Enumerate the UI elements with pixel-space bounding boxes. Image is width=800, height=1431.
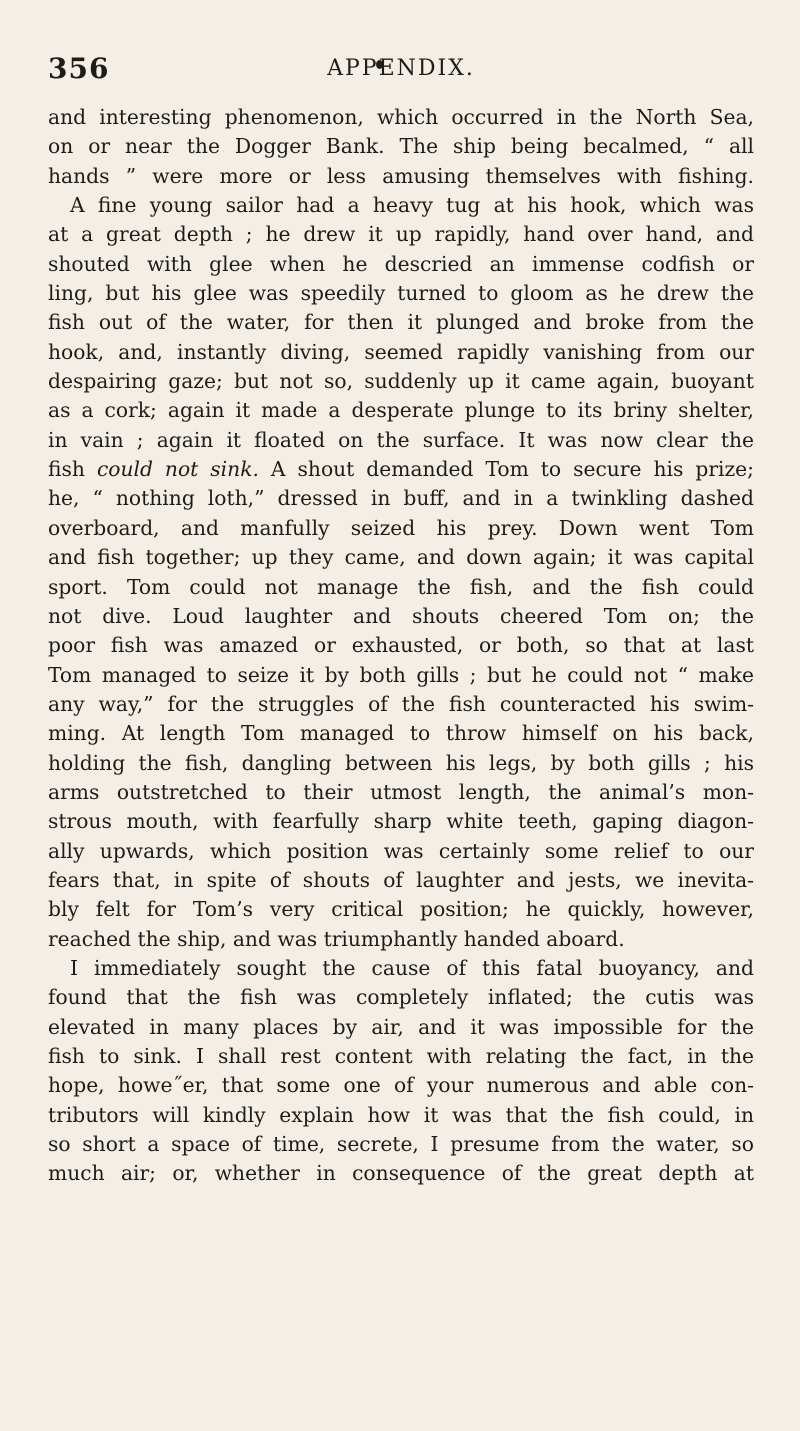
text-line: hope, howe˝er, that some one of your numerous and able con-: [48, 1073, 754, 1098]
text-line: reached the ship, and was triumphantly handed aboard.: [48, 926, 625, 951]
text-line: he, “ nothing loth,” dressed in buff, and in a twinkling dashed: [48, 486, 754, 511]
text-line: ally upwards, which position was certainly some relief to our: [48, 838, 754, 863]
text-line: poor fish was amazed or exhausted, or both, so that at last: [48, 633, 754, 658]
text-line: fears that, in spite of shouts of laughter and jests, we inevita-: [48, 867, 754, 892]
text-line: and fish together; up they came, and down again; it was capital: [48, 545, 754, 570]
text-line: much air; or, whether in consequence of the great depth at: [48, 1161, 754, 1186]
text-line: ming. At length Tom managed to throw himself on his back,: [48, 721, 754, 746]
page-number: 356: [48, 52, 110, 85]
text-line: in vain ; again it floated on the surface. It was now clear the: [48, 427, 754, 452]
text-line: found that the fish was completely inflated; the cutis was: [48, 985, 754, 1010]
text-line: strous mouth, with fearfully sharp white teeth, gaping diagon-: [48, 809, 754, 834]
text-line: sport. Tom could not manage the fish, and the fish could: [48, 574, 754, 599]
text-line: hook, and, instantly diving, seemed rapidly vanishing from our: [48, 339, 754, 364]
text-line: I immediately sought the cause of this fatal buoyancy, and: [70, 955, 754, 980]
text-line: on or near the Dogger Bank. The ship being becalmed, “ all: [48, 134, 754, 159]
running-title: APPENDIX.: [327, 56, 475, 81]
text-line: fish to sink. I shall rest content with relating the fact, in the: [48, 1044, 754, 1068]
text-line: despairing gaze; but not so, suddenly up it came again, buoyant: [48, 369, 754, 394]
text-line: holding the fish, dangling between his legs, by both gills ; his: [48, 750, 754, 775]
text-line: hands ” were more or less amusing themselves with fishing.: [48, 163, 754, 188]
text-line: any way,” for the struggles of the fish counteracted his swim-: [48, 691, 754, 716]
text-line: as a cork; again it made a desperate plunge to its briny shelter,: [48, 398, 754, 423]
text-line: bly felt for Tom’s very critical position; he quickly, however,: [48, 897, 754, 922]
page-header: [48, 52, 754, 92]
text-line: and interesting phenomenon, which occurred in the North Sea,: [48, 105, 754, 129]
body-text: [48, 103, 754, 1189]
text-line: fish out of the water, for then it plunged and broke from the: [48, 310, 754, 335]
text-fragment: A shout demanded Tom to secure his prize;: [258, 457, 754, 482]
text-line: so short a space of time, secrete, I presume from the water, so: [48, 1132, 754, 1157]
text-fragment: fish: [48, 457, 97, 482]
text-line: at a great depth ; he drew it up rapidly, hand over hand, and: [48, 222, 754, 247]
text-line: tributors will kindly explain how it was that the fish could, in: [48, 1102, 754, 1127]
text-line: shouted with glee when he descried an immense codfish or: [48, 251, 754, 276]
text-line: not dive. Loud laughter and shouts cheered Tom on; the: [48, 603, 754, 628]
text-line: overboard, and manfully seized his prey. Down went Tom: [48, 515, 754, 540]
text-line: elevated in many places by air, and it was impossible for the: [48, 1014, 754, 1039]
text-line: arms outstretched to their utmost length, the animal’s mon-: [48, 779, 754, 804]
text-line: Tom managed to seize it by both gills ; but he could not “ make: [48, 662, 754, 687]
text-line: [48, 455, 754, 484]
italic-emphasis: could not sink.: [96, 457, 259, 482]
text-line: A fine young sailor had a heavy tug at his hook, which was: [70, 193, 754, 218]
text-line: ling, but his glee was speedily turned to gloom as he drew the: [48, 281, 754, 306]
